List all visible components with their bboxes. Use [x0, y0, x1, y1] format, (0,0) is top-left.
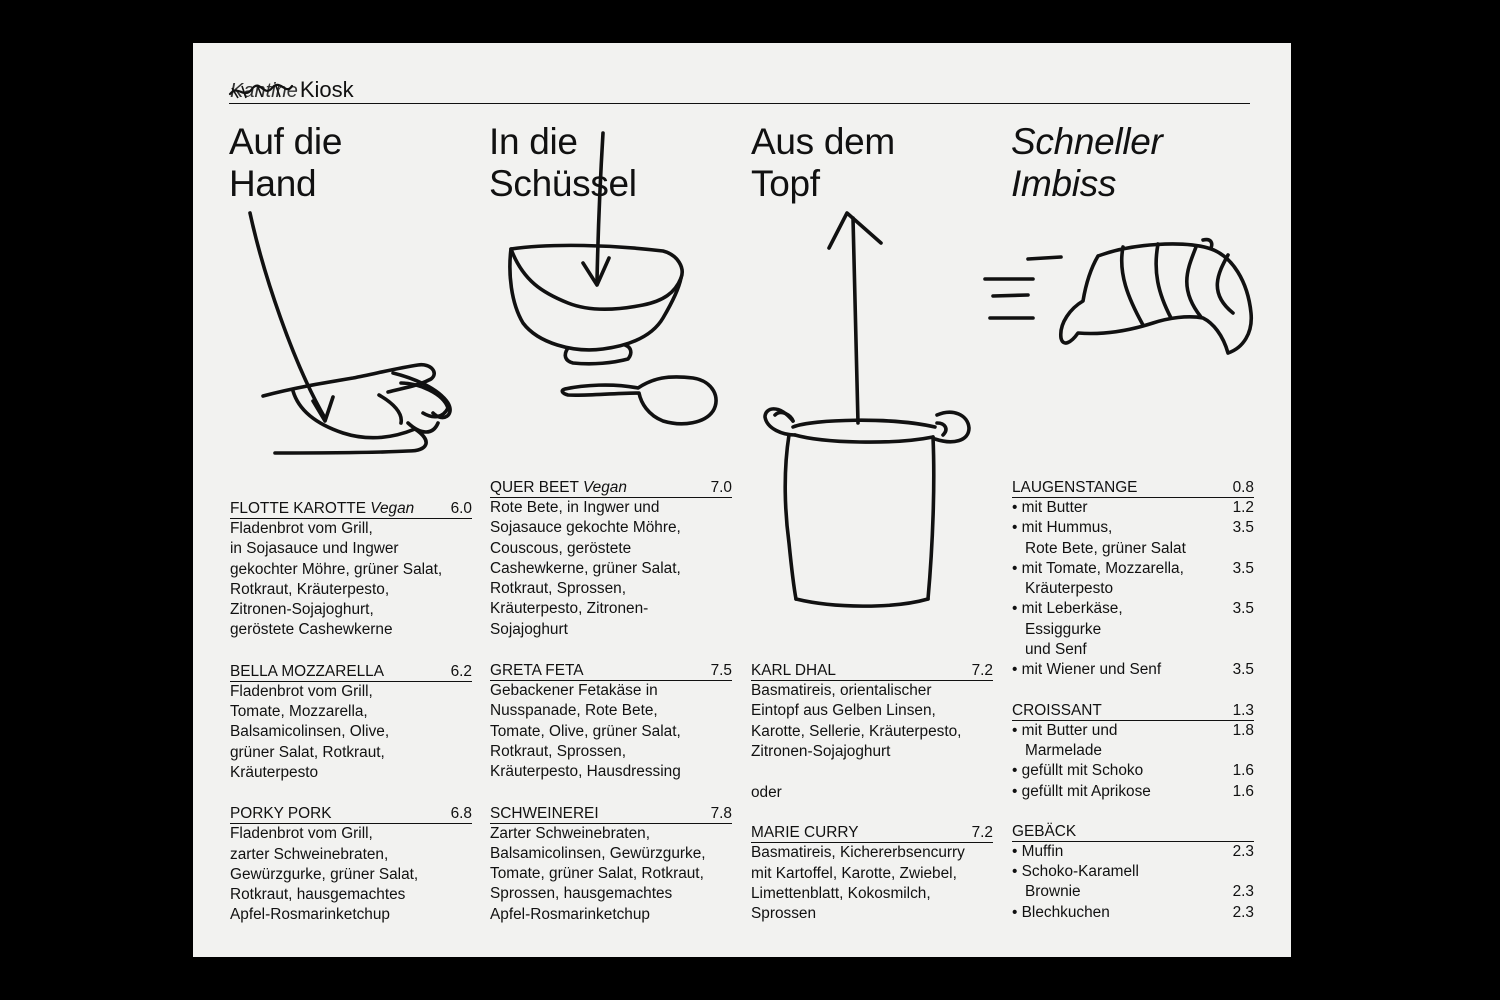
menu-item-price: 7.2	[971, 662, 993, 679]
menu-item-description: Basmatireis, Kichererbsencurry mit Kartoffel, Karotte, Zwiebel, Limettenblatt, Kokosmilch, Sprossen	[751, 844, 965, 923]
menu-item-header	[1012, 701, 1254, 721]
menu-item-name: SCHWEINEREI	[490, 804, 599, 822]
hand-menu-column	[230, 499, 472, 947]
menu-item-header	[490, 661, 732, 681]
option-price: 3.5	[1232, 600, 1254, 618]
croissant-icon	[985, 240, 1251, 353]
pot-icon	[765, 213, 969, 606]
snack-menu-column	[1012, 478, 1254, 943]
menu-item-title	[230, 499, 414, 518]
menu-item-name: KARL DHAL	[751, 662, 836, 679]
snack-section	[1012, 701, 1254, 802]
option-price: 1.2	[1232, 499, 1254, 516]
heading-line: Schneller	[1011, 121, 1163, 162]
heading-pot	[751, 121, 895, 205]
menu-item-description: Gebackener Fetakäse in Nusspanade, Rote Bete, Tomate, Olive, grüner Salat, Rotkraut, Sprossen, Kräuterpesto, Hausdressing	[490, 682, 681, 781]
snack-price: 0.8	[1232, 479, 1254, 496]
snack-option	[1012, 721, 1254, 762]
menu-item-description: Rote Bete, in Ingwer und Sojasauce gekochte Möhre, Couscous, geröstete Cashewkerne, grüner Salat, Rotkraut, Sprossen, Kräuterpesto, Zitronen- Sojajoghurt	[490, 499, 681, 638]
snack-name: CROISSANT	[1012, 701, 1102, 719]
menu-item-header	[751, 661, 993, 681]
menu-item-header	[1012, 822, 1254, 842]
menu-item	[490, 804, 732, 925]
menu-item-description: Zarter Schweinebraten, Balsamicolinsen, Gewürzgurke, Tomate, grüner Salat, Rotkraut, Sprossen, hausgemachtes Apfel-Rosmarinketchup	[490, 824, 706, 923]
menu-item	[751, 661, 993, 762]
menu-item-description: Fladenbrot vom Grill, in Sojasauce und Ingwer gekochter Möhre, grüner Salat, Rotkraut, Kräuterpesto, Zitronen-Sojajoghurt, geröstete Cashewkerne	[230, 520, 443, 639]
heading-line: Schüssel	[489, 163, 637, 204]
scribble-strikethrough-icon	[228, 80, 294, 102]
menu-item-header	[230, 804, 472, 824]
menu-item-price: 6.8	[450, 805, 472, 823]
menu-item-header	[490, 804, 732, 824]
menu-item-description: Fladenbrot vom Grill, zarter Schweinebraten, Gewürzgurke, grüner Salat, Rotkraut, hausgemachtes Apfel-Rosmarinketchup	[230, 825, 419, 924]
menu-item-name: MARIE CURRY	[751, 824, 859, 842]
snack-price: 1.3	[1232, 701, 1254, 719]
option-label: • Muffin	[1012, 842, 1067, 862]
struck-brand-text: Kantine	[230, 80, 298, 102]
option-label: • gefüllt mit Aprikose	[1012, 782, 1151, 802]
option-price: 1.6	[1232, 782, 1254, 800]
heading-bowl	[489, 121, 637, 205]
snack-name: GEBÄCK	[1012, 822, 1077, 840]
menu-item-description: Fladenbrot vom Grill, Tomate, Mozzarella, Balsamicolinsen, Olive, grüner Salat, Rotkraut, Kräuterpesto	[230, 682, 390, 781]
snack-option	[1012, 782, 1254, 802]
vegan-tag: Vegan	[370, 500, 415, 517]
menu-item-price: 6.0	[450, 500, 472, 517]
snack-option	[1012, 518, 1254, 559]
menu-item	[490, 661, 732, 782]
snack-option	[1012, 862, 1254, 903]
option-label: • mit Hummus, Rote Bete, grüner Salat	[1012, 518, 1186, 559]
or-separator: oder	[751, 784, 782, 802]
snack-option	[1012, 498, 1254, 518]
snack-option	[1012, 599, 1254, 660]
snack-option	[1012, 660, 1254, 680]
menu-item-name: GRETA FETA	[490, 662, 584, 680]
menu-item-price: 6.2	[450, 662, 472, 680]
snack-section	[1012, 478, 1254, 681]
snack-option	[1012, 559, 1254, 600]
menu-item-name: PORKY PORK	[230, 805, 332, 823]
menu-item-price: 7.8	[710, 804, 732, 822]
option-price: 1.6	[1232, 762, 1254, 780]
vegan-tag: Vegan	[582, 479, 627, 496]
snack-name: LAUGENSTANGE	[1012, 479, 1138, 496]
bowl-menu-column	[490, 478, 732, 946]
option-price: 3.5	[1232, 559, 1254, 577]
heading-line: Hand	[229, 163, 317, 204]
snack-option	[1012, 761, 1254, 781]
brand-name: Kiosk	[299, 77, 354, 102]
option-price: 3.5	[1232, 661, 1254, 679]
option-label: • gefüllt mit Schoko	[1012, 761, 1143, 781]
menu-item-name: FLOTTE KAROTTE	[230, 500, 366, 517]
hand-icon	[250, 213, 450, 453]
menu-item	[751, 823, 993, 924]
menu-item-name: BELLA MOZZARELLA	[230, 662, 384, 680]
option-label: • mit Butter und Marmelade	[1012, 721, 1117, 762]
heading-line: Topf	[751, 163, 820, 204]
menu-item-header	[490, 478, 732, 498]
menu-item	[230, 499, 472, 641]
header-rule	[229, 103, 1250, 104]
struck-brand-name	[230, 78, 298, 104]
menu-item	[230, 804, 472, 925]
menu-item-title	[490, 478, 627, 497]
brand-header	[230, 77, 354, 104]
snack-option	[1012, 842, 1254, 862]
menu-item-description: Basmatireis, orientalischer Eintopf aus Gelben Linsen, Karotte, Sellerie, Kräuterpesto, Zitronen-Sojajoghurt	[751, 682, 962, 760]
menu-item-price: 7.5	[710, 662, 732, 680]
option-price: 1.8	[1232, 721, 1254, 739]
menu-card	[193, 43, 1291, 957]
snack-option	[1012, 903, 1254, 923]
heading-line: In die	[489, 121, 578, 162]
option-price: 2.3	[1232, 903, 1254, 921]
menu-item-header	[230, 499, 472, 519]
heading-hand	[229, 121, 342, 205]
option-label: • Blechkuchen	[1012, 903, 1113, 923]
heading-line: Auf die	[229, 121, 343, 162]
option-price: 2.3	[1232, 842, 1254, 860]
heading-snack	[1011, 121, 1163, 205]
menu-item-name: QUER BEET	[490, 479, 579, 496]
option-price: 2.3	[1232, 883, 1254, 901]
menu-item-price: 7.2	[971, 824, 993, 842]
option-label: • mit Leberkäse, Essiggurke und Senf	[1012, 599, 1123, 660]
option-label: • Schoko-Karamell Brownie	[1012, 862, 1139, 903]
heading-line: Aus dem	[751, 121, 895, 162]
option-label: • mit Wiener und Senf	[1012, 660, 1161, 680]
menu-item-price: 7.0	[710, 479, 732, 496]
menu-item-header	[230, 662, 472, 682]
option-label: • mit Tomate, Mozzarella, Kräuterpesto	[1012, 559, 1184, 600]
menu-item	[230, 662, 472, 783]
menu-item-header	[751, 823, 993, 843]
menu-item-header	[1012, 478, 1254, 498]
pot-menu-column	[751, 661, 993, 946]
option-label: • mit Butter	[1012, 498, 1088, 518]
option-price: 3.5	[1232, 519, 1254, 537]
heading-line: Imbiss	[1011, 163, 1117, 204]
menu-item	[490, 478, 732, 640]
snack-section	[1012, 822, 1254, 923]
